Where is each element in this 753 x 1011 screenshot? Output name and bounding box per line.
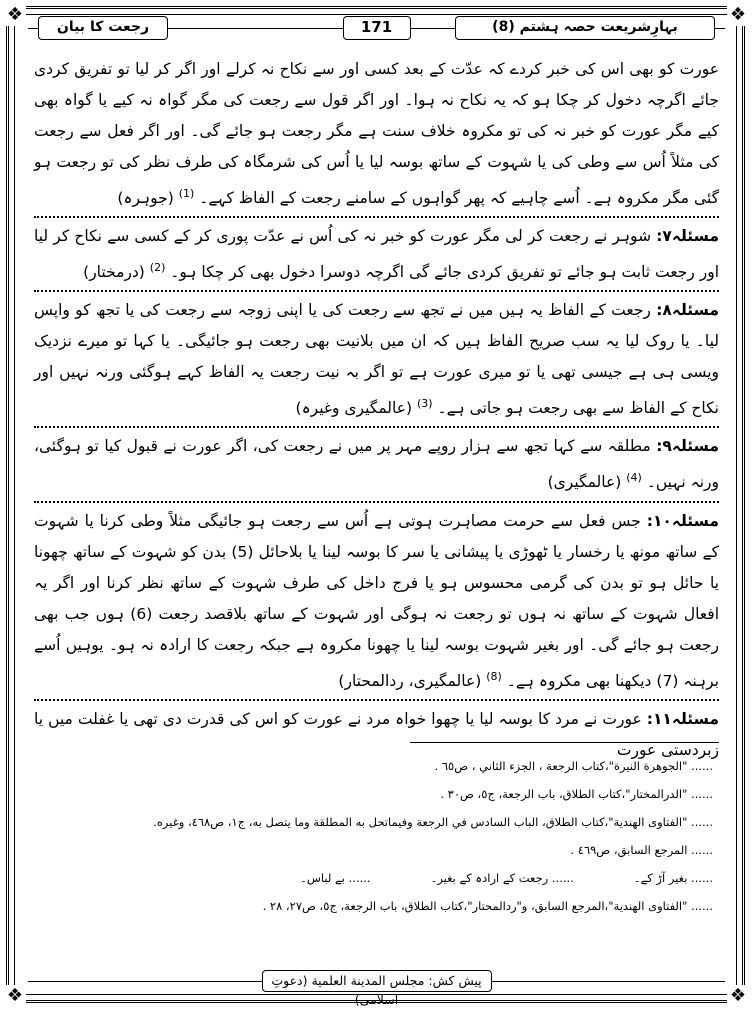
paragraph-text: جس فعل سے حرمت مصاہرت ہوتی ہے اُس سے رجعت ہو جائیگی مثلاً وطی کرنا یا شہوت کے ساتھ مونھ یا رخسار یا ٹھوڑی یا پیشانی یا سر کا بوسہ لینا یا بلاحائل (5) بدن کو شہوت کے ساتھ چھونا یا حائل ہو تو بدن کی گرمی محسوس ہو یا فرج داخل کی طرف شہوت کے ساتھ نظر کرنا اور اگر یہ افعال شہوت کے ساتھ نہ ہوں تو رجعت نہ ہوگی اور شہوت کے ساتھ بلاقصد رجعت (6) ہوں جب بھی رجعت ہو جائے گی۔ اور بغیر شہوت بوسہ لینا یا چھونا مکروہ ہے جبکہ رجعت کا ارادہ نہ ہو۔ یوہیں اُسے برہنہ (7) دیکھنا بھی مکروہ ہے۔ [34,511,719,690]
page-number: 171 [343,16,411,40]
footnote: ...... "الفتاوى الهندية"،كتاب الطلاق، الباب السادس في الرجعة وفيماتحل به المطلقة وما يتصل به، ج١، ص٤٦٨، وغيره. [153,815,713,829]
footnote-row [120,864,713,892]
page-header [28,14,725,44]
source-citation: (جوہرہ) [117,189,174,208]
paragraph-text: مطلقہ سے کہا تجھ سے ہزار روپے مہر پر میں نے رجعت کی، اگر عورت نے قبول کیا تو ہوگئی، ورنہ نہیں۔ [34,437,719,492]
book-title: بہارِشریعت حصہ ہشتم (8) [455,16,715,40]
source-citation: (عالمگیری وغیرہ) [295,399,413,418]
footnote: ...... رجعت کے ارادہ کے بغیر۔ [430,871,574,885]
masala-label: مسئلہ۱۰: [646,511,719,530]
footnote: ...... "الدرالمختار"،كتاب الطلاق، باب الرجعة، ج٥، ص٣٠ . [440,787,713,801]
publisher-credit: پیش کش: مجلس المدينة العلمية (دعوتِ اسلامی) [262,970,492,992]
footnote-ref[interactable]: (2) [149,261,166,275]
footnote-ref[interactable]: (3) [416,397,433,411]
source-citation: (درمختار) [83,263,145,282]
corner-ornament-icon: ❖ [4,985,26,1007]
footnote: ...... "الجوهرة النيرة"،كتاب الرجعة ، الجزء الثاني ، ص٦٥ . [434,759,713,773]
paragraph-text: شوہر نے رجعت کر لی مگر عورت کو خبر نہ کی اُس نے عدّت پوری کر کے کسی سے نکاح کر لیا اور رجعت ثابت ہو جائے تو تفریق کردی جائے گی اگرچہ دوسرا دخول بھی کر چکا ہو۔ [34,227,719,282]
paragraph [34,54,719,218]
footnote: ...... بے لباس۔ [300,871,371,885]
paragraph-text: عورت کو بھی اس کی خبر کردے کہ عدّت کے بعد کسی اور سے نکاح نہ کرلے اور اگر کر لیا تو تفریق کردی جائے اگرچہ دخول کر چکا ہو کہ یہ نکاح نہ ہوا۔ اور اگر قول سے رجعت کی مگر گواہ نہ کیے یا گواہ بھی کیے مگر عورت کو خبر نہ کی تو مکروہ خلاف سنت ہے مگر رجعت ہو جائے گی۔ اور اگر فعل سے رجعت کی مثلاً اُس سے وطی کی یا شہوت کے ساتھ بوسہ لیا یا اُس کی شرمگاہ کی طرف نظر کی تو رجعت ہو گئی مگر مکروہ ہے۔ اُسے چاہیے کہ پھر گواہوں کے سامنے رجعت کے الفاظ کہے۔ [34,60,719,208]
corner-ornament-icon: ❖ [4,4,26,26]
footnote: ...... بغیر آڑ کے۔ [633,871,713,885]
footnote-ref[interactable]: (4) [626,471,642,485]
corner-ornament-icon: ❖ [727,4,749,26]
masala-label: مسئلہ۸: [656,301,719,320]
source-citation: (عالمگیری) [547,473,622,492]
paragraph-text: رجعت کے الفاظ یہ ہیں میں نے تجھ سے رجعت کی یا اپنی زوجہ سے رجعت کی یا تجھ کو واپس لیا۔ یا روک لیا یہ سب صریح الفاظ ہیں کہ ان میں بلانیت بھی رجعت ہو جائیگی۔ یا کہا تو میرے نزدیک ویسی ہی ہے جیسی تھی یا تو میری عورت ہے تو اگر بہ نیت رجعت یہ الفاظ کہے ہوگئی ورنہ نہیں اور نکاح کے الفاظ سے بھی رجعت ہو جاتی ہے۔ [34,301,719,418]
footnote: ...... "الفتاوى الهندية"،المرجع السابق، و"ردالمحتار"،كتاب الطلاق، باب الرجعة، ج٥، ص٢٧، ٢٨ . [262,899,713,913]
corner-ornament-icon: ❖ [727,985,749,1007]
footnote-ref[interactable]: (8) [486,669,502,683]
footnote: ...... المرجع السابق، ص٤٦٩ . [570,843,713,857]
paragraph [34,295,719,428]
chapter-title: رجعت کا بیان [38,16,168,40]
footnotes [120,752,713,920]
masala-label: مسئلہ۱۱: [646,709,719,728]
page-footer [0,967,753,1007]
footnote-divider [410,742,719,743]
main-text [34,54,719,766]
paragraph [34,221,719,292]
source-citation: (عالمگیری، ردالمحتار) [338,671,482,690]
paragraph [34,506,719,701]
footnote-ref[interactable]: (1) [178,187,195,200]
paragraph-text: عورت نے مرد کا بوسہ لیا یا چھوا خواہ مرد نے عورت کو اس کی قدرت دی تھی یا غفلت میں یا زبردستی عورت [34,709,719,759]
masala-label: مسئلہ۷: [656,227,719,246]
masala-label: مسئلہ۹: [656,437,719,456]
paragraph [34,431,719,502]
